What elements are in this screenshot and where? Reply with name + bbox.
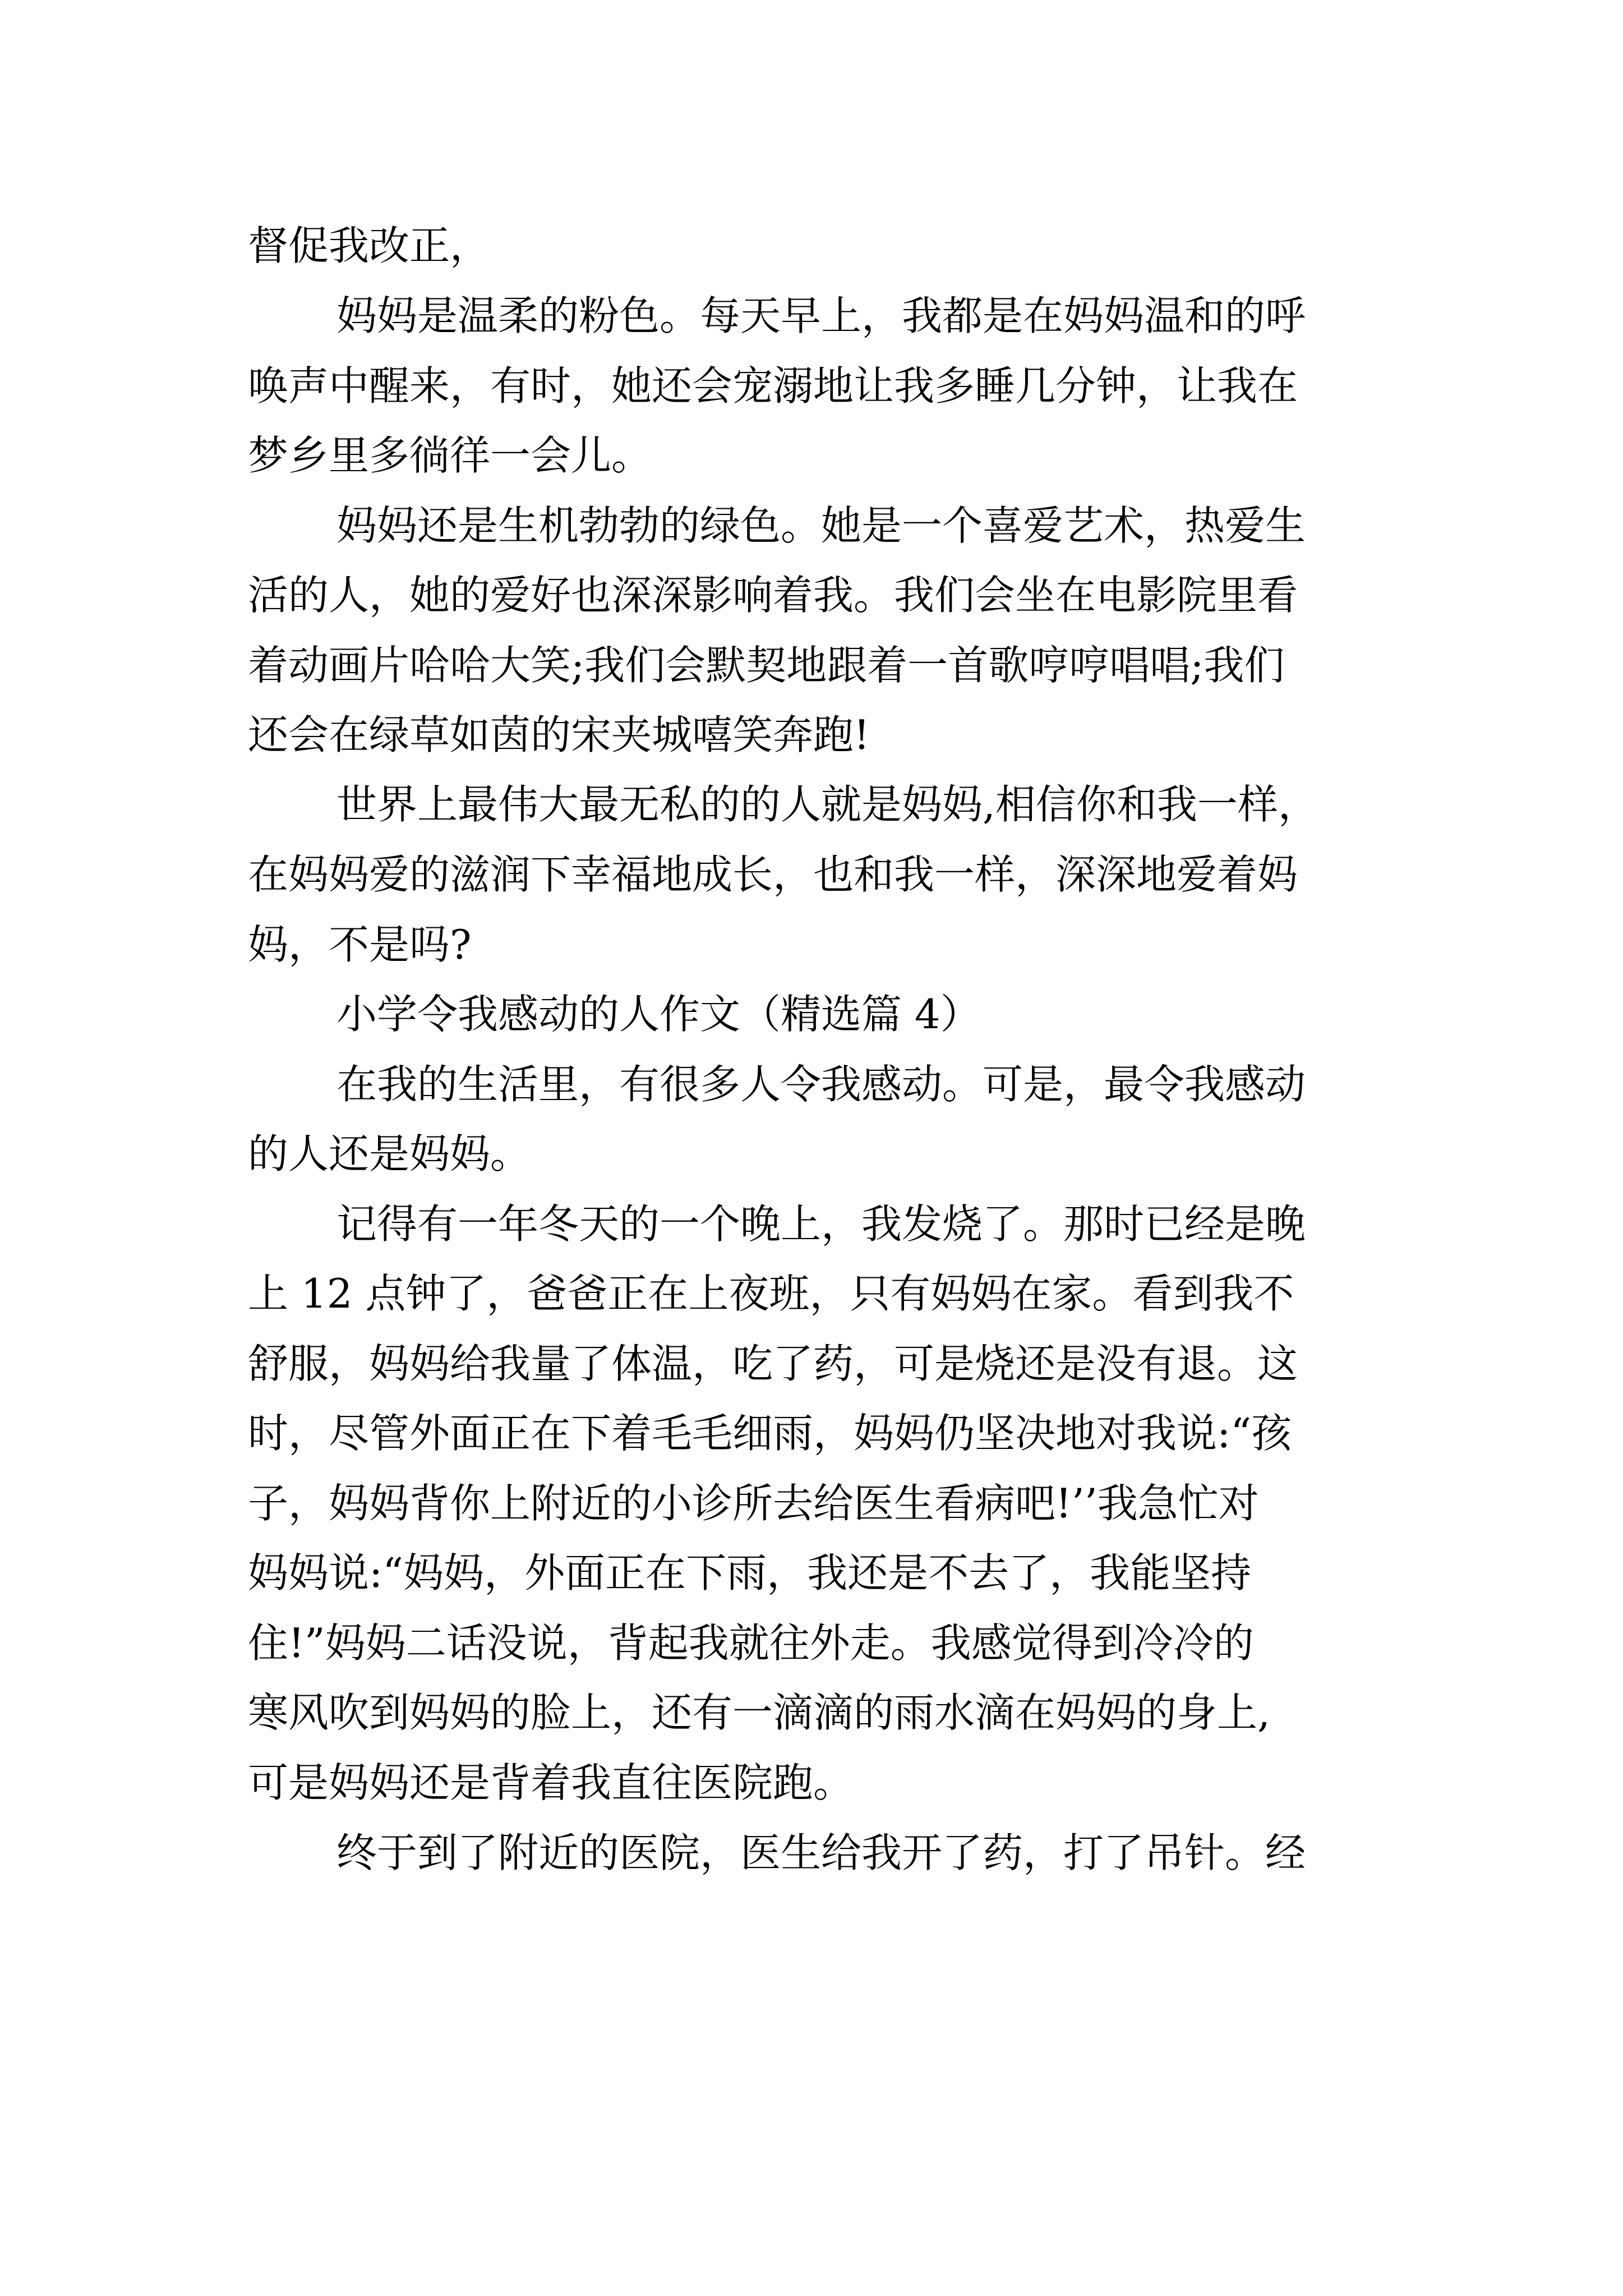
text-line: 妈妈是温柔的粉色。每天早上，我都是在妈妈温和的呼 xyxy=(336,292,1306,339)
text-line: 上 12 点钟了，爸爸正在上夜班，只有妈妈在家。看到我不 xyxy=(248,1270,1294,1317)
text-line: 子，妈妈背你上附近的小诊所去给医生看病吧!’’我急忙对 xyxy=(248,1480,1259,1527)
text-line: 世界上最伟大最无私的的人就是妈妈,相信你和我一样， xyxy=(336,781,1318,828)
text-line: 督促我改正， xyxy=(248,222,491,269)
text-line: 妈，不是吗? xyxy=(248,921,472,968)
text-line: 妈妈还是生机勃勃的绿色。她是一个喜爱艺术，热爱生 xyxy=(336,502,1306,549)
text-line: 记得有一年冬天的一个晚上，我发烧了。那时已经是晚 xyxy=(336,1200,1306,1248)
section-heading: 小学令我感动的人作文（精选篇 4） xyxy=(336,991,981,1038)
text-line: 梦乡里多徜徉一会儿。 xyxy=(248,432,652,479)
text-line: 寒风吹到妈妈的脸上，还有一滴滴的雨水滴在妈妈的身上, xyxy=(248,1689,1270,1736)
text-line: 时，尽管外面正在下着毛毛细雨，妈妈仍坚决地对我说:“孩 xyxy=(248,1410,1292,1457)
text-line: 可是妈妈还是背着我直往医院跑。 xyxy=(248,1759,854,1806)
text-line: 活的人，她的爱好也深深影响着我。我们会坐在电影院里看 xyxy=(248,572,1298,619)
text-line: 在妈妈爱的滋润下幸福地成长，也和我一样，深深地爱着妈 xyxy=(248,851,1298,898)
text-line: 舒服，妈妈给我量了体温，吃了药，可是烧还是没有退。这 xyxy=(248,1340,1298,1387)
text-line: 住!”妈妈二话没说，背起我就往外走。我感觉得到冷冷的 xyxy=(248,1619,1254,1667)
text-line: 还会在绿草如茵的宋夹城嘻笑奔跑! xyxy=(248,711,870,758)
text-line: 终于到了附近的医院，医生给我开了药，打了吊针。经 xyxy=(336,1829,1306,1876)
text-line: 唤声中醒来，有时，她还会宠溺地让我多睡几分钟，让我在 xyxy=(248,362,1298,409)
text-line: 在我的生活里，有很多人令我感动。可是，最令我感动 xyxy=(336,1061,1306,1108)
text-line: 的人还是妈妈。 xyxy=(248,1130,531,1177)
text-line: 着动画片哈哈大笑;我们会默契地跟着一首歌哼哼唱唱;我们 xyxy=(248,642,1285,689)
text-line: 妈妈说:“妈妈，外面正在下雨，我还是不去了，我能坚持 xyxy=(248,1549,1252,1596)
